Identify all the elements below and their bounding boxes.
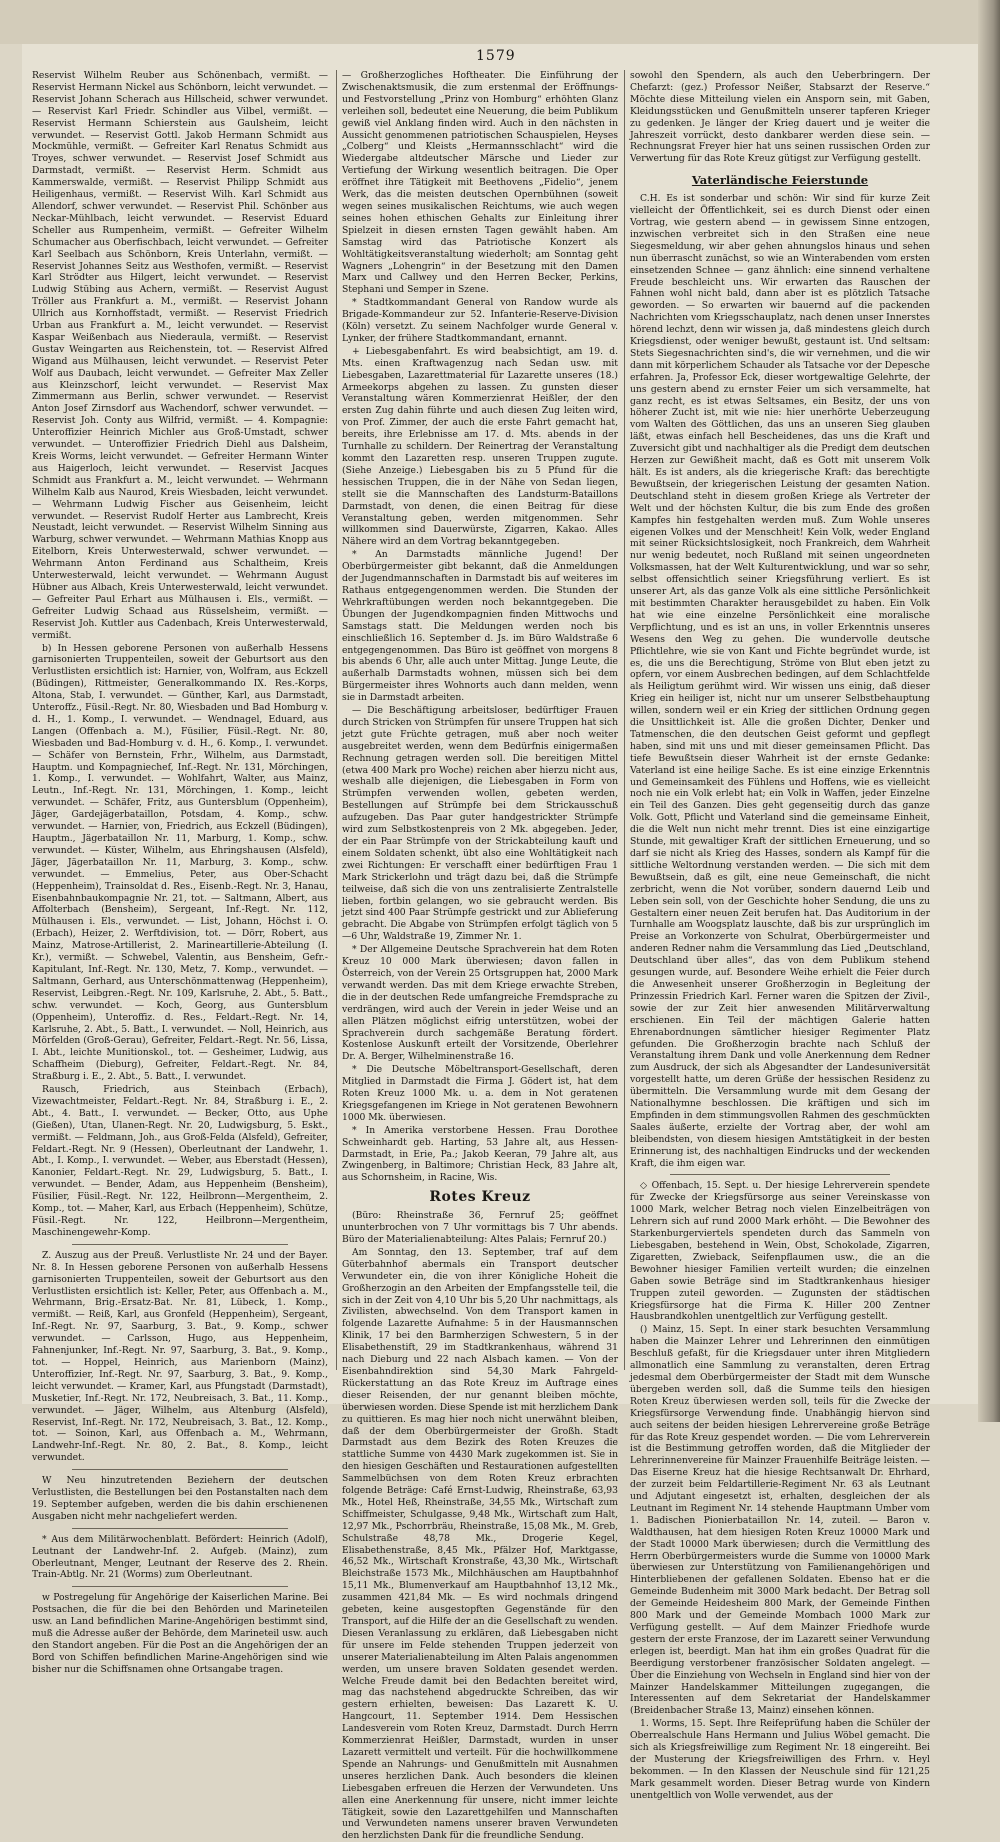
column-3: [630, 70, 930, 1801]
red-cross-report-continued: sowohl den Spendern, als auch den Ueberbringern. Der Chefarzt: (gez.) Professor Neißer, Stabsarzt der Reserve.“ Möchte diese Mitteilung vielen ein Ansporn sein, mit Gaben, Kleidungsstücken und Genußmitteln unserer tapferen Krieger zu gedenken. Je länger der Krieg dauert und je weiter die Jahreszeit vorrückt, desto dankbarer werden diese sein. — Rechnungsrat Freyer hier hat uns seinen russischen Orden zur Verwertung für das Rote Kreuz gütigst zur Verfügung gestellt.: [630, 70, 930, 165]
separator: [72, 1244, 288, 1245]
prussian-loss-list-extract: Z. Auszug aus der Preuß. Verlustliste Nr. 24 und der Bayer. Nr. 8. In Hessen geborene Personen von außerhalb Hessens garnisonierten Truppenteilen, soweit der Geburtsort aus den Verlustlisten ersichtlich ist: Keller, Peter, aus Offenbach a. M., Wehrmann, Brig.-Ersatz-Bat. Nr. 81, Lübeck, 1. Komp., vermißt. — Reiß, Karl, aus Gronfeld (Heppenheim), Sergeant, Inf.-Regt. Nr. 97, Saarburg, 3. Bat., 9. Komp., schwer verwundet. — Carlsson, Hugo, aus Heppenheim, Fahnenjunker, Inf.-Regt. Nr. 97, Saarburg, 3. Bat., 9. Komp., tot. — Hoppel, Heinrich, aus Marienborn (Mainz), Unteroffizier, Inf.-Regt. Nr. 97, Saarburg, 3. Bat., 9. Komp., leicht verwundet. — Kramer, Karl, aus Pfungstadt (Darmstadt), Musketier, Inf.-Regt. Nr. 172, Neubreisach, 3. Bat., 11. Komp., verwundet. — Jäger, Wilhelm, aus Altenburg (Alsfeld), Reservist, Inf.-Regt. Nr. 172, Neubreisach, 3. Bat., 12. Komp., tot. — Soinon, Karl, aus Offenbach a. M., Wehrmann, Landwehr-Inf.-Regt. Nr. 80, 2. Bat., 8. Komp., leicht verwundet.: [32, 1249, 328, 1464]
column-1: [32, 70, 328, 1675]
separator: [72, 1586, 288, 1587]
knitting-stockings-article: — Die Beschäftigung arbeitsloser, bedürftiger Frauen durch Stricken von Strümpfen für unsere Truppen hat sich jetzt gute Früchte getragen, muß aber noch weiter ausgebreitet werden, wenn dem Bedürfnis einigermaßen Rechnung getragen werden soll. Die bereitigen Mittel (etwa 400 Mark pro Woche) reichen aber hierzu nicht aus, weshalb alle diejenigen, die Liebesgaben in Form von Strümpfen verwenden wollen, gebeten werden, Bestellungen auf Strümpfe bei dem Strickausschuß aufzugeben. Das Paar guter handgestrickter Strümpfe wird zum Selbstkostenpreis von 2 Mk. abgegeben. Jeder, der ein Paar Strümpfe von der Strickabteilung kauft und einem Soldaten schenkt, übt also eine Wohltätigkeit nach zwei Richtungen: Er verschafft einer bedürftigen Frau 1 Mark Strickerlohn und trägt dazu bei, daß die Strümpfe teilweise, daß sich die von uns zentralisierte Zentralstelle lieben, fortbin gelangen, wo sie gebraucht werden. Bis jetzt sind 400 Paar Strümpfe gestrickt und zur Ablieferung gebracht. Die Abgabe von Strümpfen erfolgt täglich von 5—6 Uhr, Waldstraße 19, Zimmer Nr. 1.: [342, 705, 618, 943]
youth-appeal-article: * An Darmstadts männliche Jugend! Der Oberbürgermeister gibt bekannt, daß die Anmeldungen der Jugendmannschaften in Darmstadt bis auf weiteres im Rathaus entgegengenommen werden. Die Stunden der Wehrkraftübungen werden noch bekanntgegeben. Die Übungen der Jugendkompagnien finden Mittwochs und Samstags statt. Die Meldungen werden noch bis einschließlich 16. September d. Js. im Büro Waldstraße 6 entgegengenommen. Das Büro ist geöffnet von morgens 8 bis abends 6 Uhr, alle auch unter Mittag. Junge Leute, die außerhalb Darmstadts wohnen, müssen sich bei dem Bürgermeister ihres Wohnorts auch dann melden, wenn sie in Darmstadt arbeiten.: [342, 549, 618, 704]
military-weekly-promotions: * Aus dem Militärwochenblatt. Befördert: Heinrich (Adolf), Leutnant der Landwehr-Inf. 2. Aufgeb. (Mainz), zum Oberleutnant, Menger, Leutnant der Reserve des 2. Rhein. Train-Abtlg. Nr. 21 (Worms) zum Oberleutnant.: [32, 1533, 328, 1581]
separator: [72, 1469, 288, 1470]
offenbach-news: ◇ Offenbach, 15. Sept. u. Der hiesige Lehrerverein spendete für Zwecke der Kriegsfürsorge aus seiner Vereinskasse von 1000 Mark, welcher Betrag noch vielen Einzelbeiträgen von Lehrern sich auf rund 2000 Mark erhöht. — Die Bewohner des Starkenburgerviertels spendeten durch das Sammeln von Liebesgaben, bestehend in Wein, Obst, Schokolade, Zigarren, Zigaretten, Zwieback, Seifenpflaumen usw., die an die Bewohner hiesiger Familien verteilt wurden; die einzelnen Gaben sowie Beträge sind im Stadtkrankenhaus hiesiger Truppen zuteil geworden. — Zugunsten der städtischen Kriegsfürsorge hat die Firma K. Hiller 200 Zentner Hausbrandkohlen unentgeltlich zur Verfügung gestellt.: [630, 1180, 930, 1323]
language-association-article: * Der Allgemeine Deutsche Sprachverein hat dem Roten Kreuz 10 000 Mark überwiesen; davon fallen in Österreich, von der Verein 25 Ortsgruppen hat, 2000 Mark verwandt werden. Das mit dem Kriege erwachte Streben, die in der deutschen Rede umfangreiche Fremdsprache zu verdrängen, wird auch der Verein in jeder Weise und an allen Plätzen möglichst eifrig unterstützen, wobei der Sprachverein durch sachgemäße Beratung fördert. Kostenlose Auskunft erteilt der Vorsitzende, Oberlehrer Dr. A. Berger, Wilhelminenstraße 16.: [342, 944, 618, 1063]
navy-postal-regulation: w Postregelung für Angehörige der Kaiserlichen Marine. Bei Postsachen, die für die bei den Behörden und Marineteilen usw. an Land befindlichen Marine-Angehörigen bestimmt sind, muß die Adresse außer der Behörde, dem Marineteil usw. auch den Standort angeben. Für die Post an die Angehörigen der an Bord von Schiffen befindlichen Marine-Angehörigen sind wie bisher nur die Schiffsnamen ohne Ortsangabe tragen.: [32, 1592, 328, 1675]
red-cross-report: Am Sonntag, den 13. September, traf auf dem Güterbahnhof abermals ein Transport deutscher Verwundeter ein, die von ihrer Königliche Hoheit die Großherzogin an den Arbeiten der Empfangsstelle teil, die sich in der Zeit von 4,10 Uhr bis 5,20 Uhr nachmittags, als Zivilisten, abwechselnd. Von dem Transport kamen in folgende Lazarette Aufnahme: 5 in der Hausmannschen Klinik, 17 bei den Barmherzigen Schwestern, 5 in der Elisabethenstift, 29 im Stadtkrankenhaus, während 31 nach Dieburg und 22 nach Alsbach kamen. — Von der Eisenbahndirektion sind 54,30 Mark Fahrgeld-Rückerstattung an das Rote Kreuz im Auftrage eines dieser Reisenden, der nur genannt bleiben möchte, überwiesen worden. Diese Spende ist mit herzlichem Dank zu quittieren. Es mag hier noch nicht unerwähnt bleiben, daß der dem Oberbürgermeister der Großh. Stadt Darmstadt aus dem Bezirk des Roten Kreuzes die stattliche Summe von 4430 Mark zugekommen ist. Sie in den hiesigen Geschäften und Restaurationen aufgestellten Sammelbüchsen von dem Roten Kreuz erbrachten folgende Beträge: Café Ernst-Ludwig, Rheinstraße, 63,93 Mk., Hotel Heß, Rheinstraße, 34,55 Mk., Wirtschaft zum Schiffmeister, Schulgasse, 9,48 Mk., Wirtschaft zum Halt, 12,97 Mk., Pschorrbräu, Rheinstraße, 15,08 Mk., M. Greb, Schulstraße 48,78 Mk., Drogerie Kegel, Elisabethenstraße, 8,45 Mk., Pfälzer Hof, Marktgasse, 46,52 Mk., Wirtschaft Kronstraße, 43,30 Mk., Wirtschaft Bleichstraße 1573 Mk., Milchhäuschen am Hauptbahnhof 15,11 Mk., Blumenverkauf am Hauptbahnhof 13,12 Mk., zusammen 421,84 Mk. — Es wird nochmals dringend gebeten, keine ausgestopften Gegenstände für den Transport, auf die Hilfe der an die Gesellschaft zu wenden. Diesen Veranlassung zu erklären, daß Liebesgaben nicht für unsere im Felde stehenden Truppen jederzeit von unserer Materialienabteilung im Alten Palais angenommen werden, um unsere braven Soldaten gesendet werden. Welche Freude damit bei den Bedachten bereitet wird, mag das nachstehend abgedruckte Schreiben, das wir gestern erhielten, beweisen: Das Lazarett K. U. Hangcourt, 11. September 1914. Dem Hessischen Landesverein vom Roten Kreuz, Darmstadt. Durch Herrn Kommerzienrat Heißler, Darmstadt, wurden in unser Lazarett vermittelt und verteilt. Für die hochwillkommene Spende an Nahrungs- und Genußmitteln mit Ausnahmen unseres herzlichen Dank. Auch besonders die kleinen Liebesgaben erfreuen die Herzen der Verwundeten. Uns allen eine Anerkennung für unsere, nicht immer leichte Tätigkeit, sowie den Lazarettgehilfen und Mannschaften und Verwundeten namens unserer braven Verwundeten den herzlichsten Dank für die freundliche Sendung.: [342, 1246, 618, 1842]
red-cross-office-hours: (Büro: Rheinstraße 36, Fernruf 25; geöffnet ununterbrochen von 7 Uhr vormittags bis 7 Uhr abends. Büro der Materialienabteilung: Altes Palais; Fernruf 20.): [342, 1210, 618, 1245]
deceased-in-america-article: * In Amerika verstorbene Hessen. Frau Dorothee Schweinhardt geb. Harting, 53 Jahre alt, aus Hessen-Darmstadt, in Erie, Pa.; Jakob Keeran, 79 Jahre alt, aus Zwingenberg, in Baltimore; Christian Heck, 83 Jahre alt, aus Schornsheim, in Racine, Wis.: [342, 1124, 618, 1184]
casualty-list-continued: Rausch, Friedrich, aus Steinbach (Erbach), Vizewachtmeister, Feldart.-Regt. Nr. 84, Straßburg i. E., 2. Abt., 4. Batt., I. verwundet. — Becker, Otto, aus Uphe (Gießen), Utan, Ulanen-Regt. Nr. 20, Ludwigsburg, 5. Eskt., vermißt. — Feldmann, Joh., aus Groß-Felda (Alsfeld), Gefreiter, Feldart.-Regt. Nr. 9 (Hessen), Oberleutnant der Landwehr, 1. Abt., I. Komp., I. verwundet. — Weber, aus Eberstadt (Hessen), Kanonier, Feldart.-Regt. Nr. 29, Ludwigsburg, 5. Batt., I. verwundet. — Bender, Adam, aus Heppenheim (Bensheim), Füsilier, Füsil.-Regt. Nr. 122, Heilbronn—Mergentheim, 2. Komp., tot. — Maher, Karl, aus Erbach (Heppenheim), Schütze, Füsil.-Regt. Nr. 122, Heilbronn—Mergentheim, Maschinengewehr-Komp.: [32, 1084, 328, 1238]
mainz-news: () Mainz, 15. Sept. In einer stark besuchten Versammlung haben die Mainzer Lehrer und Lehrerinnen den einmütigen Beschluß gefaßt, für die Kriegsdauer unter ihren Mitgliedern allmonatlich eine Sammlung zu veranstalten, deren Ertrag jedesmal dem Oberbürgermeister der Stadt mit dem Wunsche übergeben werden soll, daß die Summe teils den hiesigen Roten Kreuz überwiesen werden soll, teils für die Zwecke der Kriegsfürsorge Verwendung finde. Unabhängig hiervon sind auch seitens der beiden hiesigen Lehrervereine große Beträge für das Rote Kreuz gespendet worden. — Die vom Lehrerverein ist die Bestimmung getroffen worden, daß die Mitglieder der Lehrerinnenvereine für Mainzer Frauenhilfe Beiträge leisten. — Das Eiserne Kreuz hat die hiesige Rechtsanwalt Dr. Ehrhard, der zurzeit beim Feldartillerie-Regiment Nr. 63 als Leutnant und Adjutant eingesetzt ist, erhalten, desgleichen der als Leutnant im Regiment Nr. 14 stehende Hauptmann Umber vom 1. Badischen Pionierbataillon Nr. 14, zuteil. — Baron v. Waldthausen, hat dem hiesigen Roten Kreuz 10000 Mark und der Stadt 10000 Mark überwiesen; durch die Vermittlung des Herrn Oberbürgermeisters wurde die Summe von 10000 Mark überwiesen zur Unterstützung von Familienangehörigen und Hinterbliebenen der gefallenen Soldaten. Ebenso hat er die Gemeinde Budenheim mit 3000 Mark bedacht. Der Betrag soll der Gemeinde Heidesheim 800 Mark, der Gemeinde Finthen 800 Mark und der Gemeinde Mombach 1000 Mark zur Verfügung gestellt. — Auf dem Mainzer Friedhofe wurde gestern der erste Franzose, der im Lazarett seiner Verwundung erlegen ist, beerdigt. Man hat ihm ein großes Quadrat für die Beerdigung verstorbener französischer Soldaten angelegt. — Über die Einziehung von Wechseln in England sind hier von der Mainzer Handelskammer Mitteilungen zugegangen, die Interessenten auf dem Sekretariat der Handelskammer (Breidenbacher Straße 13, Mainz) einsehen können.: [630, 1324, 930, 1717]
column-rule: [336, 70, 337, 1370]
court-theatre-article: — Großherzogliches Hoftheater. Die Einführung der Zwischenaktsmusik, die zum erstenmal der Eröffnungs- und Festvorstellung „Prinz von Homburg“ erhöhten Glanz verleihen soll, bedeutet eine Neuerung, die beim Publikum gewiß viel Anklang finden wird. Auch in den nächsten in Aussicht genommenen patriotischen Schauspielen, Heyses „Colberg“ und Kleists „Hermannsschlacht“ wird die Wiedergabe altdeutscher Märsche und Lieder zur Vertiefung der Wirkung wesentlich beitragen. Die Oper eröffnet ihre Tätigkeit mit Beethovens „Fidelio“, jenem Werk, das die meisten deutschen Opernbühnen (soweit wegen seines musikalischen Reichtums, wie auch wegen seines hohen ethischen Gehalts zur Einleitung ihrer Spielzeit in diesen ernsten Tagen gewählt haben. Am Samstag wird das Patriotische Konzert als Wohltätigkeitsveranstaltung wiederholt; am Sonntag geht Wagners „Lohengrin“ in der Besetzung mit den Damen Marx und Callwey und den Herren Becker, Perkins, Stephani und Semper in Szene.: [342, 70, 618, 296]
column-rule: [624, 70, 625, 1370]
casualty-list: Reservist Wilhelm Reuber aus Schönenbach, vermißt. — Reservist Hermann Nickel aus Schönborn, leicht verwundet. — Reservist Johann Scherach aus Hillscheid, schwer verwundet. — Reservist Karl Friedr. Schindler aus Vilbel, vermißt. — Reservist Hermann Schierstein aus Gaulsheim, leicht verwundet. — Reservist Gottl. Jakob Hermann Schmidt aus Mockmühle, vermißt. — Gefreiter Karl Renatus Schmidt aus Troyes, schwer verwundet. — Reservist Josef Schmidt aus Darmstadt, vermißt. — Reservist Herm. Schmidt aus Kammerswalde, vermißt. — Reservist Philipp Schmidt aus Heiligenhaus, vermißt. — Reservist Wilh. Karl Schmidt aus Allendorf, schwer verwundet. — Reservist Phil. Schönber aus Neckar-Mühlbach, leicht verwundet. — Reservist Eduard Scheller aus Rumpenheim, vermißt. — Gefreiter Wilhelm Schumacher aus Oberfischbach, leicht verwundet. — Gefreiter Karl Seelbach aus Schönborn, Kreis Unterlahn, vermißt. — Reservist Johannes Seitz aus Westhofen, vermißt. — Reservist Karl Strödter aus Hilgert, leicht verwundet. — Reservist Ludwig Stübing aus Achern, vermißt. — Reservist August Tröller aus Frankfurt a. M., vermißt. — Reservist Johann Ullrich aus Kornhoffstadt, vermißt. — Reservist Friedrich Urban aus Frankfurt a. M., leicht verwundet. — Reservist Kaspar Weißenbach aus Niederaula, vermißt. — Reservist Gustav Weingarten aus Reichenstein, tot. — Reservist Alfred Wigand aus Mülhausen, leicht verwundet. — Reservist Peter Wolf aus Daubach, leicht verwundet. — Gefreiter Max Zeller aus Kleinzschorf, leicht verwundet. — Reservist Max Zimmermann aus Berlin, schwer verwundet. — Reservist Anton Josef Zirnsdorf aus Wachendorf, schwer verwundet. — Reservist Joh. Conty aus Wilfrid, vermißt. — 4. Kompagnie: Unteroffizier Heinrich Michler aus Groß-Umstadt, schwer verwundet. — Unteroffizier Friedrich Diehl aus Dalsheim, Kreis Worms, leicht verwundet. — Gefreiter Hermann Winter aus Haigerloch, leicht verwundet. — Reservist Jacques Schmidt aus Frankfurt a. M., leicht verwundet. — Wehrmann Wilhelm Kalb aus Naurod, Kreis Wiesbaden, leicht verwundet. — Wehrmann Ludwig Fischer aus Geisenheim, leicht verwundet. — Reservist Rudolf Herter aus Lambrecht, Kreis Neustadt, leicht verwundet. — Reservist Wilhelm Sinning aus Warburg, schwer verwundet. — Wehrmann Mathias Knopp aus Eitelborn, Kreis Unterwesterwald, schwer verwundet. — Wehrmann Anton Ferdinand aus Schaltheim, Kreis Unterwesterwald, leicht verwundet. — Wehrmann August Hübner aus Albach, Kreis Unterwesterwald, leicht verwundet. — Gefreiter Paul Erhart aus Mülhausen i. Els., vermißt. — Gefreiter Ludwig Schaad aus Rüsselsheim, vermißt. — Reservist Joh. Kuttler aus Cadenbach, Kreis Unterwesterwald, vermißt.: [32, 70, 328, 641]
scan-top-margin: [0, 0, 1000, 44]
patriotic-ceremony-article: C.H. Es ist sonderbar und schön: Wir sind für kurze Zeit vielleicht der Öffentlichkeit, sei es durch Dienst oder einen Vortrag, wie gestern abend — in gewissem Sinne entzogen, inzwischen verbreitet sich in den Straßen eine neue Siegesmeldung, wir aber gehen ahnungslos hinaus und sehen nun überrascht zunächst, so wie an Winterabenden vom ersten einsetzenden Schnee — ganz ähnlich: eine sinnend verhaltene Freude beschleicht uns. Wir erwarten das Rauschen der Fahnen wohl nicht bald, dann aber ist es plötzlich Tatsache geworden. — So erwarten wir bauernd auf die packenden Nachrichten vom Kriegsschauplatz, nach denen unser Innerstes hörend lechzt, denn wir wissen ja, daß mindestens gleich durch Kriegsdienst, oder weniger bewußt, gestaunt ist. Und seltsam: Stets Siegesnachrichten sind's, die wir vernehmen, und die wir dann mit körperlichem Schauder als Tatsache vor der Depesche erfahren. Ja, Professor Eck, dieser wortgewaltige Gelehrte, der uns gestern abend zu ernster Feier um sich versammelte, hat ganz recht, es ist etwas Seltsames, ein Besitz, der uns von höherer Zucht ist, mit wie nie: hier unerhörte Ueberzeugung vom Walten des Göttlichen, das uns an unseren Sieg glauben läßt, etwas einfach hell Bescheidenes, das uns die Kraft und Zuversicht gibt und nachhaltiger als die Predigt dem deutschen Herzen zur Gewißheit macht, daß es Gott mit unserem Volk hält. Es ist anders, als die kriegerische Kraft: das berechtigte Bewußtsein, der kriegerischen Leistung der gesamten Nation. Deutschland steht in diesem großen Kriege als Vertreter der Welt und der höchsten Kultur, die bis zum Ende des großen Kampfes hin festgehalten werden muß. Zum Wohle unseres eigenen Volkes und der Menschheit! Kein Volk, weder England mit seiner Rücksichtslosigkeit, noch Frankreich, dem Wahrheit nur wenig bedeutet, noch Rußland mit seinen ungeordneten Volksmassen, hat der Welt Kulturentwicklung, und war so sehr, selbst offensichtlich seiner Kriegsführung verliert. Es ist unserer Art, als das ganze Volk als eine sittliche Persönlichkeit mit bestimmten Charakter herausgebildet zu haben. Ein Volk hat wie eine einzelne Persönlichkeit eine moralische Verpflichtung, und es ist an uns, in voller Erkenntnis unseres Wesens den Weg zu gehen. Die wundervolle deutsche Pflichtlehre, wie sie von Kant und Fichte begründet wurde, ist es, die uns die Berechtigung, Ströme von Blut eben jetzt zu opfern, vor einem Ausbrechen bedingen, auf dem Schlachtfelde als Heiligtum gerühmt wird. Wir wissen uns einig, daß dieser Krieg ein heiliger ist, nicht nur um unserer Selbstbehauptung willen, sondern weil er ein Krieg der sittlichen Ordnung gegen die Unsittlichkeit ist. Alle die großen Dichter, Denker und Tatmenschen, die den deutschen Geist geformt und gepflegt haben, sind mit uns und mit dieser gemeinsamen Pflicht. Das tiefe Bewußtsein dieser Wahrheit ist der ernste Gedanke: Vaterland ist eine heilige Sache. Es ist eine einzige Erkenntnis und Gemeinsamkeit des Fühlens und Hoffens, wie es vielleicht noch nie ein Volk erlebt hat; ein Volk in Waffen, jeder Einzelne ein Teil des Ganzen. Dies geht gegenseitig durch das ganze Volk. Gott, Pflicht und Vaterland sind die gemeinsame Einheit, die die Welt nun nicht mehr trennt. Dies ist eine einzigartige Stunde, mit gewaltiger Kraft der sittlichen Erneuerung, und so darf sie nicht als Krieg des Hasses, sondern als Kampf für die sittliche Weltordnung verstanden werden. — Die sich mit dem Bewußtsein, daß es gilt, eine neue Gemeinschaft, die nicht zerbricht, wenn die Not vorüber, sondern dauernd Leib und Leben sein soll, von der Geschichte hoher Sendung, die uns zu Gestaltern einer neuen Zeit berufen hat. Das Auditorium in der Turnhalle am Woogsplatz lauschte, daß bis zur ursprünglich im Preise an Vorkonzerte von Schulrat, Oberbürgermeister und anderen Redner nahm die Versammlung das Lied „Deutschland, Deutschland über alles“, das von dem Publikum stehend gesungen wurde, auf. Besondere Weihe erhielt die Feier durch die Anwesenheit unserer Großherzogin in Begleitung der Prinzessin Friedrich Karl. Ferner waren die Spitzen der Zivil-, sowie der zur Zeit hier anwesenden Militärverwaltung erschienen. Ein Teil der mächtigen Galerie hatten Ehrenabordnungen sämtlicher hiesiger Regimenter Platz gefunden. Die Großherzogin brachte nach Schluß der Veranstaltung ihrem Dank und volle Anerkennung dem Redner zum Ausdruck, der sich als Abgesandter der Landesuniversität vorgestellt hatte, um deren Grüße der hessischen Residenz zu übermitteln. Die Versammlung wurde mit dem Gesang der Nationalhymne beschlossen. Die kräftigen und sich im Empfinden in dem stimmungsvollen Rahmen des geschmückten Saales äußerte, erzielte der Vortrag aber, der wohl am bleibendsten, von diesem hiesigen Amtstätigkeit in der besten Erinnerung ist, des nachhaltigen Eindrucks und der weckenden Kraft, die ihm eigen war.: [630, 193, 930, 1169]
page-binding-edge: [978, 0, 1000, 1422]
worms-news: 1. Worms, 15. Sept. Ihre Reifeprüfung haben die Schüler der Oberrealschule Hans Hermann und Julius Wöbel gemacht. Die sich als Kriegsfreiwillige zum Regiment Nr. 18 eingereiht. Bei der Musterung der Kriegsfreiwilligen des Frhrn. v. Heyl bekommen. — In den Klassen der Neuschule sind für 121,25 Mark gesammelt worden. Dieser Betrag wurde von Kindern unentgeltlich von Wolle verwendet, aus der: [630, 1718, 930, 1801]
gift-convoy-article: + Liebesgabenfahrt. Es wird beabsichtigt, am 19. d. Mts. einen Kraftwagenzug nach Sedan usw. mit Liebesgaben, Lazarettmaterial für Lazarette unseres (18.) Armeekorps abgehen zu lassen. Zu gunsten dieser Veranstaltung wären Kommerzienrat Heißler, der den ersten Zug dahin führte und auch diesen Zug leiten wird, von Prof. Zimmer, der auch die erste Fahrt gemacht hat, bereits, ihre Erlebnisse am 17. d. Mts. abends in der Turnhalle zu schildern. Der Reinertrag der Veranstaltung kommt den Lazaretten resp. unseren Truppen zugute. (Siehe Anzeige.) Liebesgaben bis zu 5 Pfund für die hessischen Truppen, die in der Nähe von Sedan liegen, stellt sie die Mannschaften des Landsturm-Bataillons Darmstadt, von denen, die einen Beitrag für diese Veranstaltung geben, werden mitgenommen. Sehr willkommen sind Dauerwürste, Zigarren, Kakao. Alles Nähere wird an dem Vortrag bekanntgegeben.: [342, 345, 618, 548]
patriotic-ceremony-heading: Vaterländische Feierstunde: [691, 173, 869, 188]
casualty-list-hessians-abroad: b) In Hessen geborene Personen von außerhalb Hessens garnisonierten Truppenteilen, soweit der Geburtsort aus den Verlustlisten ersichtlich ist: Harnier, von, Wolfram, aus Eckzell (Büdingen), Rittmeister, Generalkommando IX. Res.-Korps, Altona, Stab, I. verwundet. — Günther, Karl, aus Darmstadt, Unteroffz., Füsil.-Regt. Nr. 80, Wiesbaden und Bad Homburg v. d. H., 1. Komp., I. verwundet. — Wendnagel, Eduard, aus Langen (Offenbach a. M.), Füsilier, Füsil.-Regt. Nr. 80, Wiesbaden und Bad-Homburg v. d. H., 6. Komp., I. verwundet. — Schäfer von Bernstein, Frhr., Wilhelm, aus Darmstadt, Hauptm. und Kompagniechef, Inf.-Regt. Nr. 131, Mörchingen, 1. Komp., I. verwundet. — Wohlfahrt, Walter, aus Mainz, Leutn., Inf.-Regt. Nr. 131, Mörchingen, 1. Komp., leicht verwundet. — Schäfer, Fritz, aus Guntersblum (Oppenheim), Jäger, Gardejägerbataillon, Potsdam, 4. Komp., schw. verwundet. — Harnier, von, Friedrich, aus Eckzell (Büdingen), Hauptm., Jägerbataillon Nr. 11, Marburg, 1. Komp., schw. verwundet. — Küster, Wilhelm, aus Ehringshausen (Alsfeld), Jäger, Jägerbataillon Nr. 11, Marburg, 3. Komp., schw. verwundet. — Emmelius, Peter, aus Ober-Schacht (Heppenheim), Trainsoldat d. Res., Eisenb.-Regt. Nr. 3, Hanau, Eisenbahnbaukompagnie Nr. 21, tot. — Saltmann, Albert, aus Affolterbach (Bensheim), Sergeant, Inf.-Regt. Nr. 112, Mülhausen i. Els., verwundet. — List, Johann, Höchst i. O. (Erbach), Heizer, 2. Werftdivision, tot. — Dörr, Robert, aus Mainz, Matrose-Artillerist, 2. Marineartillerie-Abteilung (I. Kr.), vermißt. — Schwebel, Valentin, aus Bensheim, Gefr.-Kapitulant, Inf.-Regt. Nr. 130, Metz, 7. Komp., verwundet. — Saltmann, Gerhard, aus Unterschönmattenwag (Heppenheim), Reservist, Leibgren.-Regt. Nr. 109, Karlsruhe, 2. Abt., 5. Batt., schw. verwundet. — Koch, Georg, aus Guntersblum (Oppenheim), Unteroffiz. d. Res., Feldart.-Regt. Nr. 14, Karlsruhe, 2. Abt., 5. Batt., I. verwundet. — Noll, Heinrich, aus Mörfelden (Groß-Gerau), Gefreiter, Feldart.-Regt. Nr. 56, Lissa, I. Abt., leichte Munitionskol., tot. — Gesheimer, Ludwig, aus Schaffheim (Dieburg), Gefreiter, Feldart.-Regt. Nr. 84, Straßburg i. E., 2. Abt., 5. Batt., I. verwundet.: [32, 642, 328, 1083]
red-cross-heading: Rotes Kreuz: [429, 1189, 531, 1206]
city-commandant-article: * Stadtkommandant General von Randow wurde als Brigade-Kommandeur zur 52. Infanterie-Reserve-Division (Köln) versetzt. Zu seinem Nachfolger wurde General v. Lynker, der frühere Stadtkommandant, ernannt.: [342, 297, 618, 344]
loss-list-subscription-notice: W Neu hinzutretenden Beziehern der deutschen Verlustlisten, die Bestellungen bei den Postanstalten nach dem 19. September aufgeben, werden die bis dahin erschienenen Ausgaben nicht mehr nachgeliefert werden.: [32, 1475, 328, 1522]
separator: [72, 1528, 288, 1529]
furniture-transport-article: * Die Deutsche Möbeltransport-Gesellschaft, deren Mitglied in Darmstadt die Firma J. Gödert ist, hat dem Roten Kreuz 1000 Mk. u. a. dem in Not geratenen Kriegsgefangenen im Kriege in Not geratenen Bewohnern 1000 Mk. überwiesen.: [342, 1064, 618, 1123]
separator: [670, 1174, 890, 1175]
column-2: [342, 70, 618, 1842]
page-number: 1579: [476, 48, 516, 64]
